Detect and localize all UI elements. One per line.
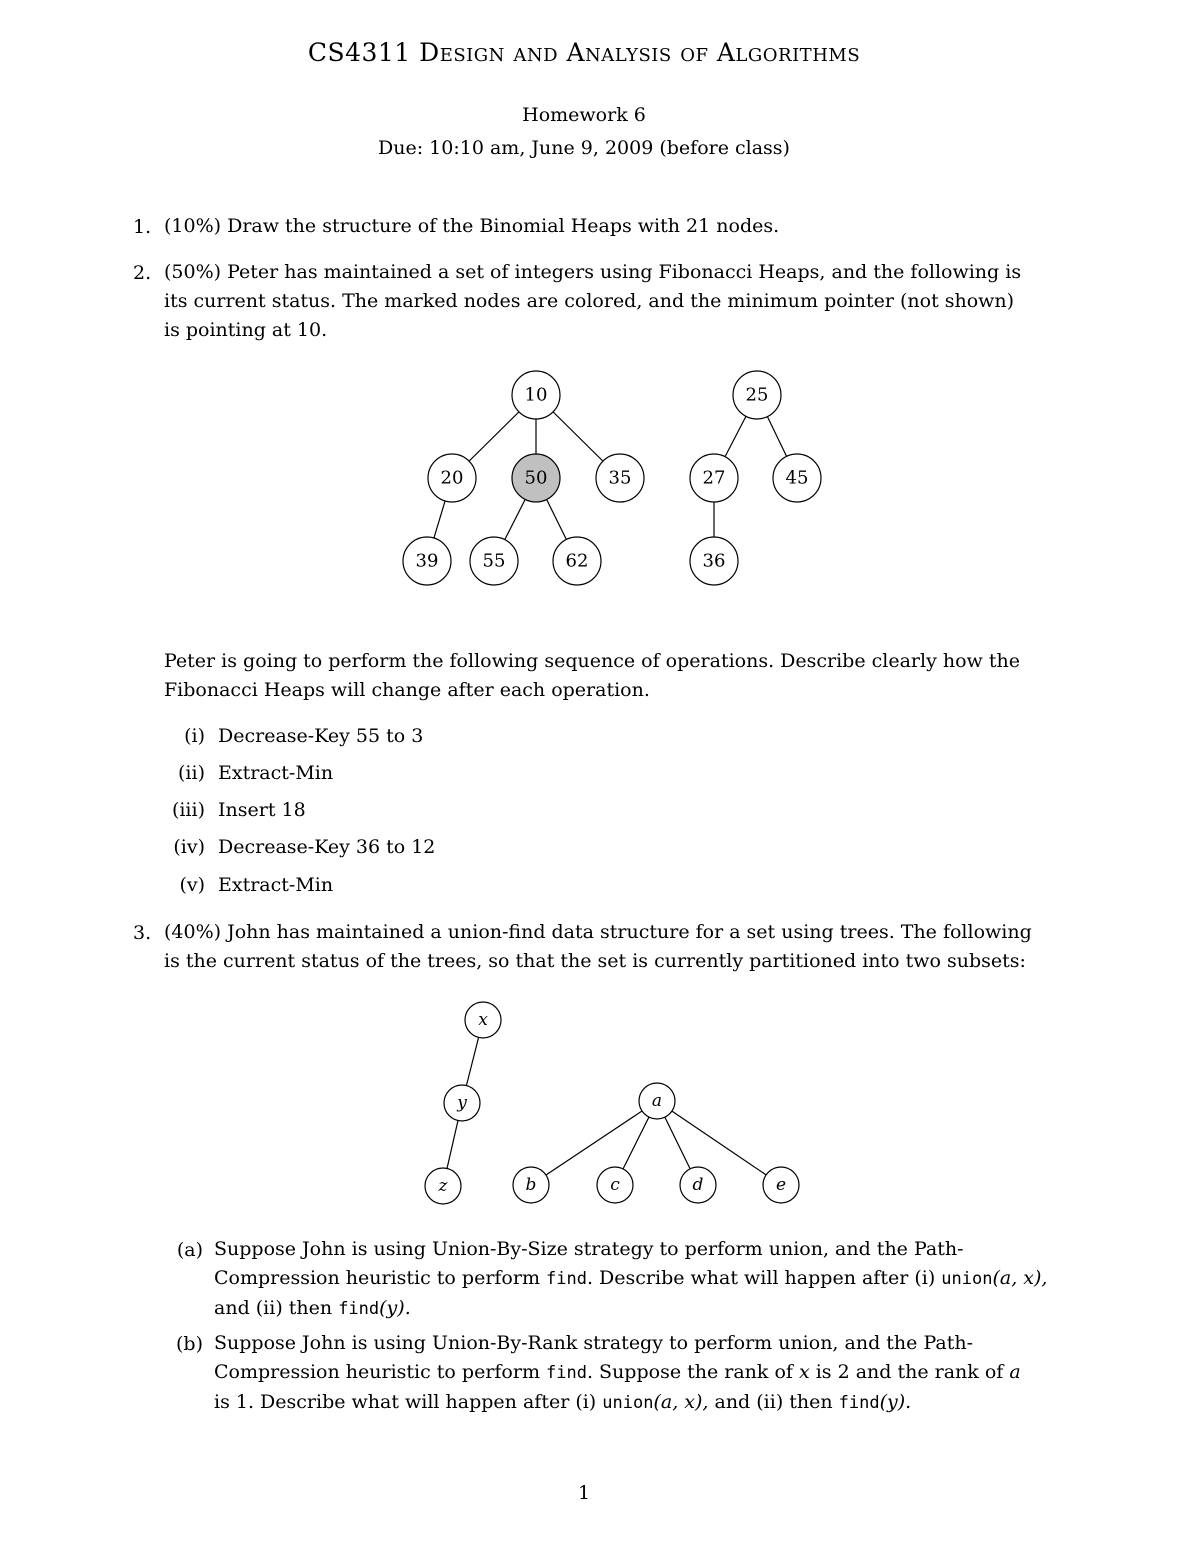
part-a-line-3 <box>214 1294 1080 1324</box>
heap-label-50: 50 <box>524 467 548 489</box>
part-a-line-1: Suppose John is using Union-By-Size strategy to perform union, and the Path- <box>214 1238 964 1260</box>
var-a: a <box>1009 1361 1021 1383</box>
tree-label-c: c <box>610 1175 620 1195</box>
q1-number: 1. <box>133 216 152 238</box>
op-text: Decrease-Key 36 to 12 <box>218 836 436 858</box>
heap-label-27: 27 <box>702 467 726 489</box>
op-text: Extract-Min <box>218 874 334 896</box>
part-b-text <box>214 1329 1080 1418</box>
heap-label-25: 25 <box>745 384 769 406</box>
q2-after-text <box>164 647 1020 705</box>
union-keyword: union <box>602 1393 654 1413</box>
var-x: x <box>798 1361 810 1383</box>
find-keyword: find <box>838 1393 880 1413</box>
part-b-l2-mid: . Suppose the rank of <box>586 1361 799 1383</box>
tree-label-x: x <box>478 1010 488 1030</box>
due-date: Due: 10:10 am, June 9, 2009 (before class) <box>378 137 790 159</box>
page-title: CS4311 Design and Analysis of Algorithms <box>307 38 861 67</box>
part-b-l3-pre: is 1. Describe what will happen after (i) <box>214 1391 603 1413</box>
tree-label-y: y <box>457 1093 467 1113</box>
page-number: 1 <box>577 1482 591 1504</box>
heap-label-36: 36 <box>702 550 726 572</box>
heap-label-55: 55 <box>482 550 506 572</box>
part-b-line-1: Suppose John is using Union-By-Rank strategy to perform union, and the Path- <box>214 1332 973 1354</box>
tree-label-b: b <box>525 1175 537 1195</box>
part-a-l2-args: (a, x), <box>992 1267 1048 1289</box>
q2-line-1: (50%) Peter has maintained a set of integers using Fibonacci Heaps, and the following is <box>164 261 1022 283</box>
part-a-l3-pre: and (ii) then <box>214 1297 339 1319</box>
op-label: (v) <box>179 874 205 896</box>
q3-number: 3. <box>133 922 152 944</box>
heap-label-62: 62 <box>565 550 589 572</box>
union-find-tree-diagram <box>0 990 1200 1215</box>
part-b-label: (b) <box>176 1333 203 1355</box>
part-a-line-2 <box>214 1264 1080 1294</box>
op-text: Insert 18 <box>218 799 306 821</box>
part-b-l2-pre: Compression heuristic to perform <box>214 1361 547 1383</box>
heap-label-10: 10 <box>524 384 548 406</box>
tree-label-d: d <box>692 1175 704 1195</box>
q2-after-line-1: Peter is going to perform the following sequence of operations. Describe clearly how the <box>164 650 1020 672</box>
find-keyword: find <box>338 1299 380 1319</box>
q3-line-1: (40%) John has maintained a union-find data structure for a set using trees. The following <box>164 921 1032 943</box>
tree-label-e: e <box>775 1175 787 1195</box>
q2-line-2: its current status. The marked nodes are colored, and the minimum pointer (not shown) <box>164 290 1015 312</box>
tree-label-a: a <box>651 1091 663 1111</box>
heap-label-35: 35 <box>608 467 632 489</box>
q1-text: (10%) Draw the structure of the Binomial Heaps with 21 nodes. <box>164 215 780 237</box>
part-a-text <box>214 1235 1080 1324</box>
fibonacci-heap-diagram <box>0 0 1200 620</box>
heap-label-20: 20 <box>440 467 464 489</box>
q3-line-2: is the current status of the trees, so that the set is currently partitioned into two subsets: <box>164 950 1026 972</box>
part-a-l2-pre: Compression heuristic to perform <box>214 1267 547 1289</box>
part-b-l3-args2: (y). <box>879 1391 912 1413</box>
union-keyword: union <box>941 1269 993 1289</box>
find-keyword: find <box>546 1363 587 1383</box>
part-b-line-2 <box>214 1358 1080 1388</box>
part-b-line-3 <box>214 1388 1080 1418</box>
op-label: (i) <box>184 725 205 747</box>
part-b-l3-args: (a, x), <box>653 1391 709 1413</box>
q2-number: 2. <box>133 262 152 284</box>
op-label: (ii) <box>178 762 205 784</box>
q3-intro <box>164 918 1032 976</box>
op-label: (iii) <box>171 799 205 821</box>
homework-label: Homework 6 <box>522 104 646 126</box>
tree-label-z: z <box>438 1176 448 1196</box>
heap-label-39: 39 <box>415 550 439 572</box>
find-keyword: find <box>546 1269 587 1289</box>
heap-label-45: 45 <box>785 467 809 489</box>
part-a-l3-args: (y). <box>379 1297 411 1319</box>
q2-line-3: is pointing at 10. <box>164 319 328 341</box>
part-a-label: (a) <box>176 1239 203 1261</box>
part-b-l2-mid2: is 2 and the rank of <box>809 1361 1010 1383</box>
part-a-l2-mid: . Describe what will happen after (i) <box>586 1267 942 1289</box>
part-b-l3-mid: and (ii) then <box>708 1391 839 1413</box>
q2-after-line-2: Fibonacci Heaps will change after each operation. <box>164 679 650 701</box>
op-text: Decrease-Key 55 to 3 <box>218 725 424 747</box>
op-label: (iv) <box>173 836 205 858</box>
op-text: Extract-Min <box>218 762 334 784</box>
